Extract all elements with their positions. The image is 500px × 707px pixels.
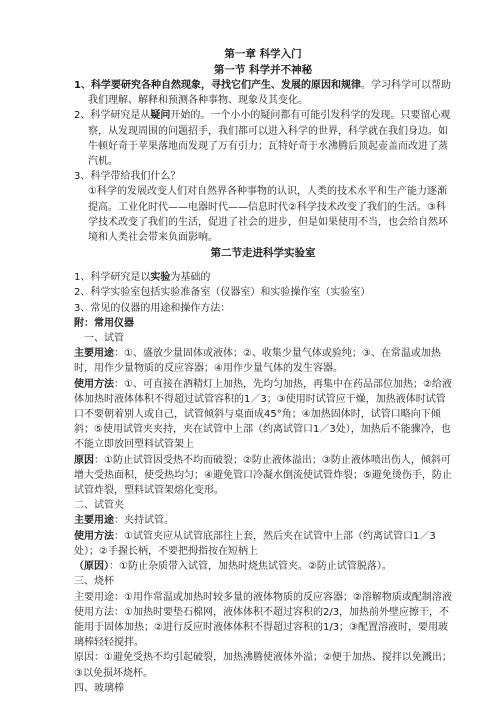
clamp-reason <box>74 559 452 574</box>
beaker-use-label: 主要用途 <box>74 591 114 603</box>
s2-item-3: 3、常见的仪器的用途和操作方法： <box>74 302 231 314</box>
tube-reason-text: ：①防止试管因受热不均而破裂；②防止液体溢出；③防止液体喷出伤人，倾斜可增大受热面积，使受热均匀；④避免管口冷凝水倒流使试管炸裂；⑤避免烫伤手，防止试管炸裂，塑料试管架熔化变形。 <box>74 454 452 497</box>
s1-item-3-body: ①科学的发展改变人们对自然界各种事物的认识，人类的技术水平和生产能力逐渐提高。工业化时代——电器时代——信息时代②科学技术改变了我们的生活。③科学技术改变了我们的生活，促进了社会的进步，但是如果使用不当，也会给自然环境和人类社会带来负面影响。 <box>88 186 448 244</box>
clamp-reason-label: （原因） <box>74 561 109 573</box>
tube-method-label: 使用方法 <box>74 378 114 390</box>
s2-item-2: 2、科学实验室包括实验准备室（仪器室）和实验操作室（实验室） <box>74 287 371 299</box>
clamp-method-label: 使用方法 <box>74 530 114 542</box>
clamp-method <box>74 529 452 559</box>
tube-heading: 一、试管 <box>84 333 124 345</box>
beaker-reason-label: 原因 <box>74 652 94 664</box>
chapter-title: 第一章 科学入门 <box>224 48 302 60</box>
section-1-title: 第一节 科学并不神秘 <box>213 64 313 76</box>
s1-item-2-c: 开始的。一个小小的疑问都有可能引发科学的发现。只要留心观察，从发现周围的问题招手，我们都可以进入科学的世界，科学就在我们身边。如牛顿好奇于苹果落地而发现了万有引力；瓦特好奇于水沸腾后顶起壶盖而改进了蒸汽机。 <box>88 110 451 168</box>
tube-use-label: 主要用途 <box>74 348 114 360</box>
appendix-heading: 附：常用仪器 <box>74 317 134 329</box>
s2-item-1-c: 为基础的 <box>170 272 211 284</box>
beaker-method-text: ：①加热时要垫石棉网，液体体积不超过容积的2/3，加热前外壁应擦干，不能用于固体加热；②进行反应时液体体积不得超过容积的1/3；③配置溶液时，要用玻璃棒轻轻搅拌。 <box>74 606 450 649</box>
s1-item-1-rest: 。学习科学可以帮助我们理解、解释和预测各种事物、现象及其变化。 <box>88 80 451 107</box>
s1-item-3: 3、科学带给我们什么？ <box>74 171 181 183</box>
tube-method-text: ：①、可直接在酒精灯上加热，先均匀加热，再集中在药品部位加热；②给液体加热时液体体积不得超过试管容积的1／3；③使用时试管应干燥，加热液体时试管口不要朝着别人或自己，试管倾斜与桌面成45°角；④加热固体时，试管口略向下倾斜；⑤使用试管夹夹持，夹在试管中上部（约离试管口1／3处），加热后不能骤冷，也不能立即放回塑料试管架上 <box>74 378 452 451</box>
clamp-use-label: 主要用途 <box>74 515 114 527</box>
clamp-reason-text: ：①防止杂质带入试管，加热时烧焦试管夹。②防止试管脱落）。 <box>109 561 392 573</box>
tube-reason-label: 原因 <box>74 454 94 466</box>
s1-item-1-bold: 1、科学要研究各种自然现象，寻找它们产生、发展的原因和规律 <box>74 80 361 91</box>
s1-item-2 <box>74 108 452 169</box>
s1-item-2-a: 2、科学研究是从 <box>74 110 151 122</box>
beaker-use-text: ：①用作常温或加热时较多量的液体物质的反应容器；②溶解物质或配制溶液 <box>114 591 452 603</box>
beaker-reason-text: ：①避免受热不均引起破裂，加热沸腾使液体外溢；②便于加热、搅拌以免溅出；③以免损坏烧杯。 <box>74 652 452 679</box>
s2-item-1-bold: 实验 <box>150 272 171 284</box>
s2-item-1 <box>74 270 452 285</box>
tube-reason <box>74 453 452 499</box>
rod-heading: 四、玻璃棒 <box>74 682 124 694</box>
beaker-method-label: 使用方法 <box>74 606 114 618</box>
tube-use <box>74 346 452 376</box>
section-2-title: 第二节走进科学实验室 <box>210 247 316 260</box>
clamp-use <box>74 513 452 528</box>
s1-item-1 <box>74 78 452 108</box>
tube-use-text: ：①、盛放少量固体或液体；②、收集少量气体或验纯；③、在常温或加热时，用作少量物质的反应容器；④用作少量气体的发生容器。 <box>74 348 441 375</box>
beaker-method <box>74 605 452 651</box>
beaker-use <box>74 590 452 605</box>
tube-method <box>74 377 452 453</box>
s2-item-1-a: 1、科学研究是以 <box>74 272 151 284</box>
beaker-reason <box>74 650 452 680</box>
clamp-method-text: ：①试管夹应从试管底部往上套，然后夹在试管中上部（约离试管口1／3处）；②手握长柄，不要把拇指按在短柄上 <box>74 530 436 557</box>
clamp-heading: 二、试管夹 <box>74 500 124 512</box>
beaker-heading: 三、烧杯 <box>74 576 114 588</box>
s1-item-2-bold: 疑问 <box>150 110 171 122</box>
clamp-use-text: ：夹持试管。 <box>114 515 174 527</box>
